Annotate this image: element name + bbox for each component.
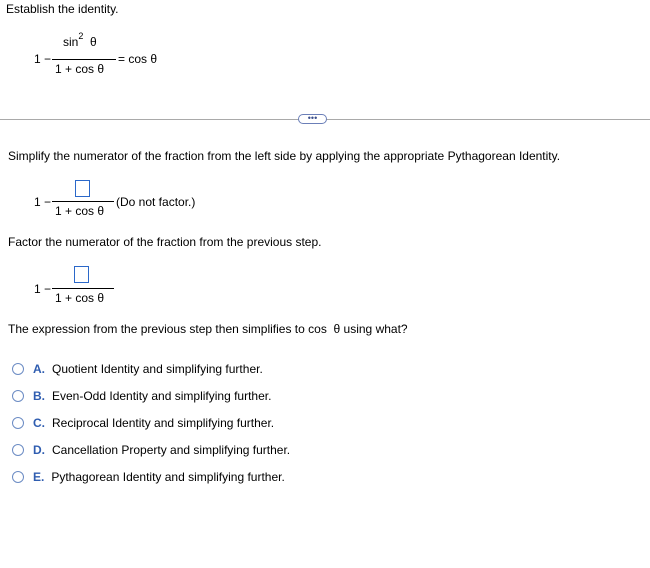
ellipsis-icon: ••• — [307, 112, 318, 123]
identity-numerator — [63, 33, 97, 49]
radio-button-d[interactable] — [12, 444, 24, 456]
option-b-letter: B. — [33, 389, 45, 403]
radio-button-b[interactable] — [12, 390, 24, 402]
radio-button-e[interactable] — [12, 471, 24, 483]
option-c-text: Reciprocal Identity and simplifying further. — [52, 416, 275, 430]
theta-var: θ — [90, 35, 97, 49]
step1-answer-input[interactable] — [75, 180, 90, 197]
option-a-letter: A. — [33, 362, 45, 376]
step1-one-minus: 1 − — [34, 195, 52, 209]
step3-theta: θ — [333, 322, 341, 336]
identity-rhs: = cos θ — [118, 52, 158, 66]
option-e-letter: E. — [33, 470, 45, 484]
step1-fraction-bar — [52, 201, 114, 202]
option-c-letter: C. — [33, 416, 45, 430]
step3-question-prefix: The expression from the previous step then simplifies to — [8, 322, 305, 336]
step3-cos: cos — [308, 322, 327, 336]
option-a-text: Quotient Identity and simplifying further. — [52, 362, 263, 376]
step1-hint: (Do not factor.) — [116, 195, 196, 209]
step2-answer-input[interactable] — [74, 266, 89, 283]
instruction-text: Establish the identity. — [6, 2, 119, 16]
step3-question-suffix: using what? — [343, 322, 408, 336]
step2-denominator: 1 + cos θ — [55, 291, 105, 305]
option-d-letter: D. — [33, 443, 45, 457]
identity-denominator: 1 + cos θ — [55, 62, 105, 76]
step3-question — [8, 322, 408, 336]
step1-denominator: 1 + cos θ — [55, 204, 105, 218]
step2-fraction-bar — [52, 288, 114, 289]
step2-instruction: Factor the numerator of the fraction from the previous step. — [8, 235, 322, 249]
fraction-bar — [52, 59, 116, 60]
option-d-text: Cancellation Property and simplifying further. — [52, 443, 291, 457]
option-d[interactable] — [12, 442, 290, 458]
more-button[interactable] — [298, 114, 327, 124]
option-e-text: Pythagorean Identity and simplifying further. — [51, 470, 285, 484]
option-e[interactable] — [12, 469, 285, 485]
radio-button-a[interactable] — [12, 363, 24, 375]
option-b-text: Even-Odd Identity and simplifying further. — [52, 389, 272, 403]
exponent: 2 — [78, 31, 84, 41]
option-b[interactable] — [12, 388, 271, 404]
radio-button-c[interactable] — [12, 417, 24, 429]
step1-instruction: Simplify the numerator of the fraction from the left side by applying the appropriate Pythagorean Identity. — [8, 149, 561, 163]
identity-one-minus: 1 − — [34, 52, 52, 66]
option-c[interactable] — [12, 415, 274, 431]
sin-function: sin — [63, 35, 79, 49]
step2-one-minus: 1 − — [34, 282, 52, 296]
option-a[interactable] — [12, 361, 263, 377]
